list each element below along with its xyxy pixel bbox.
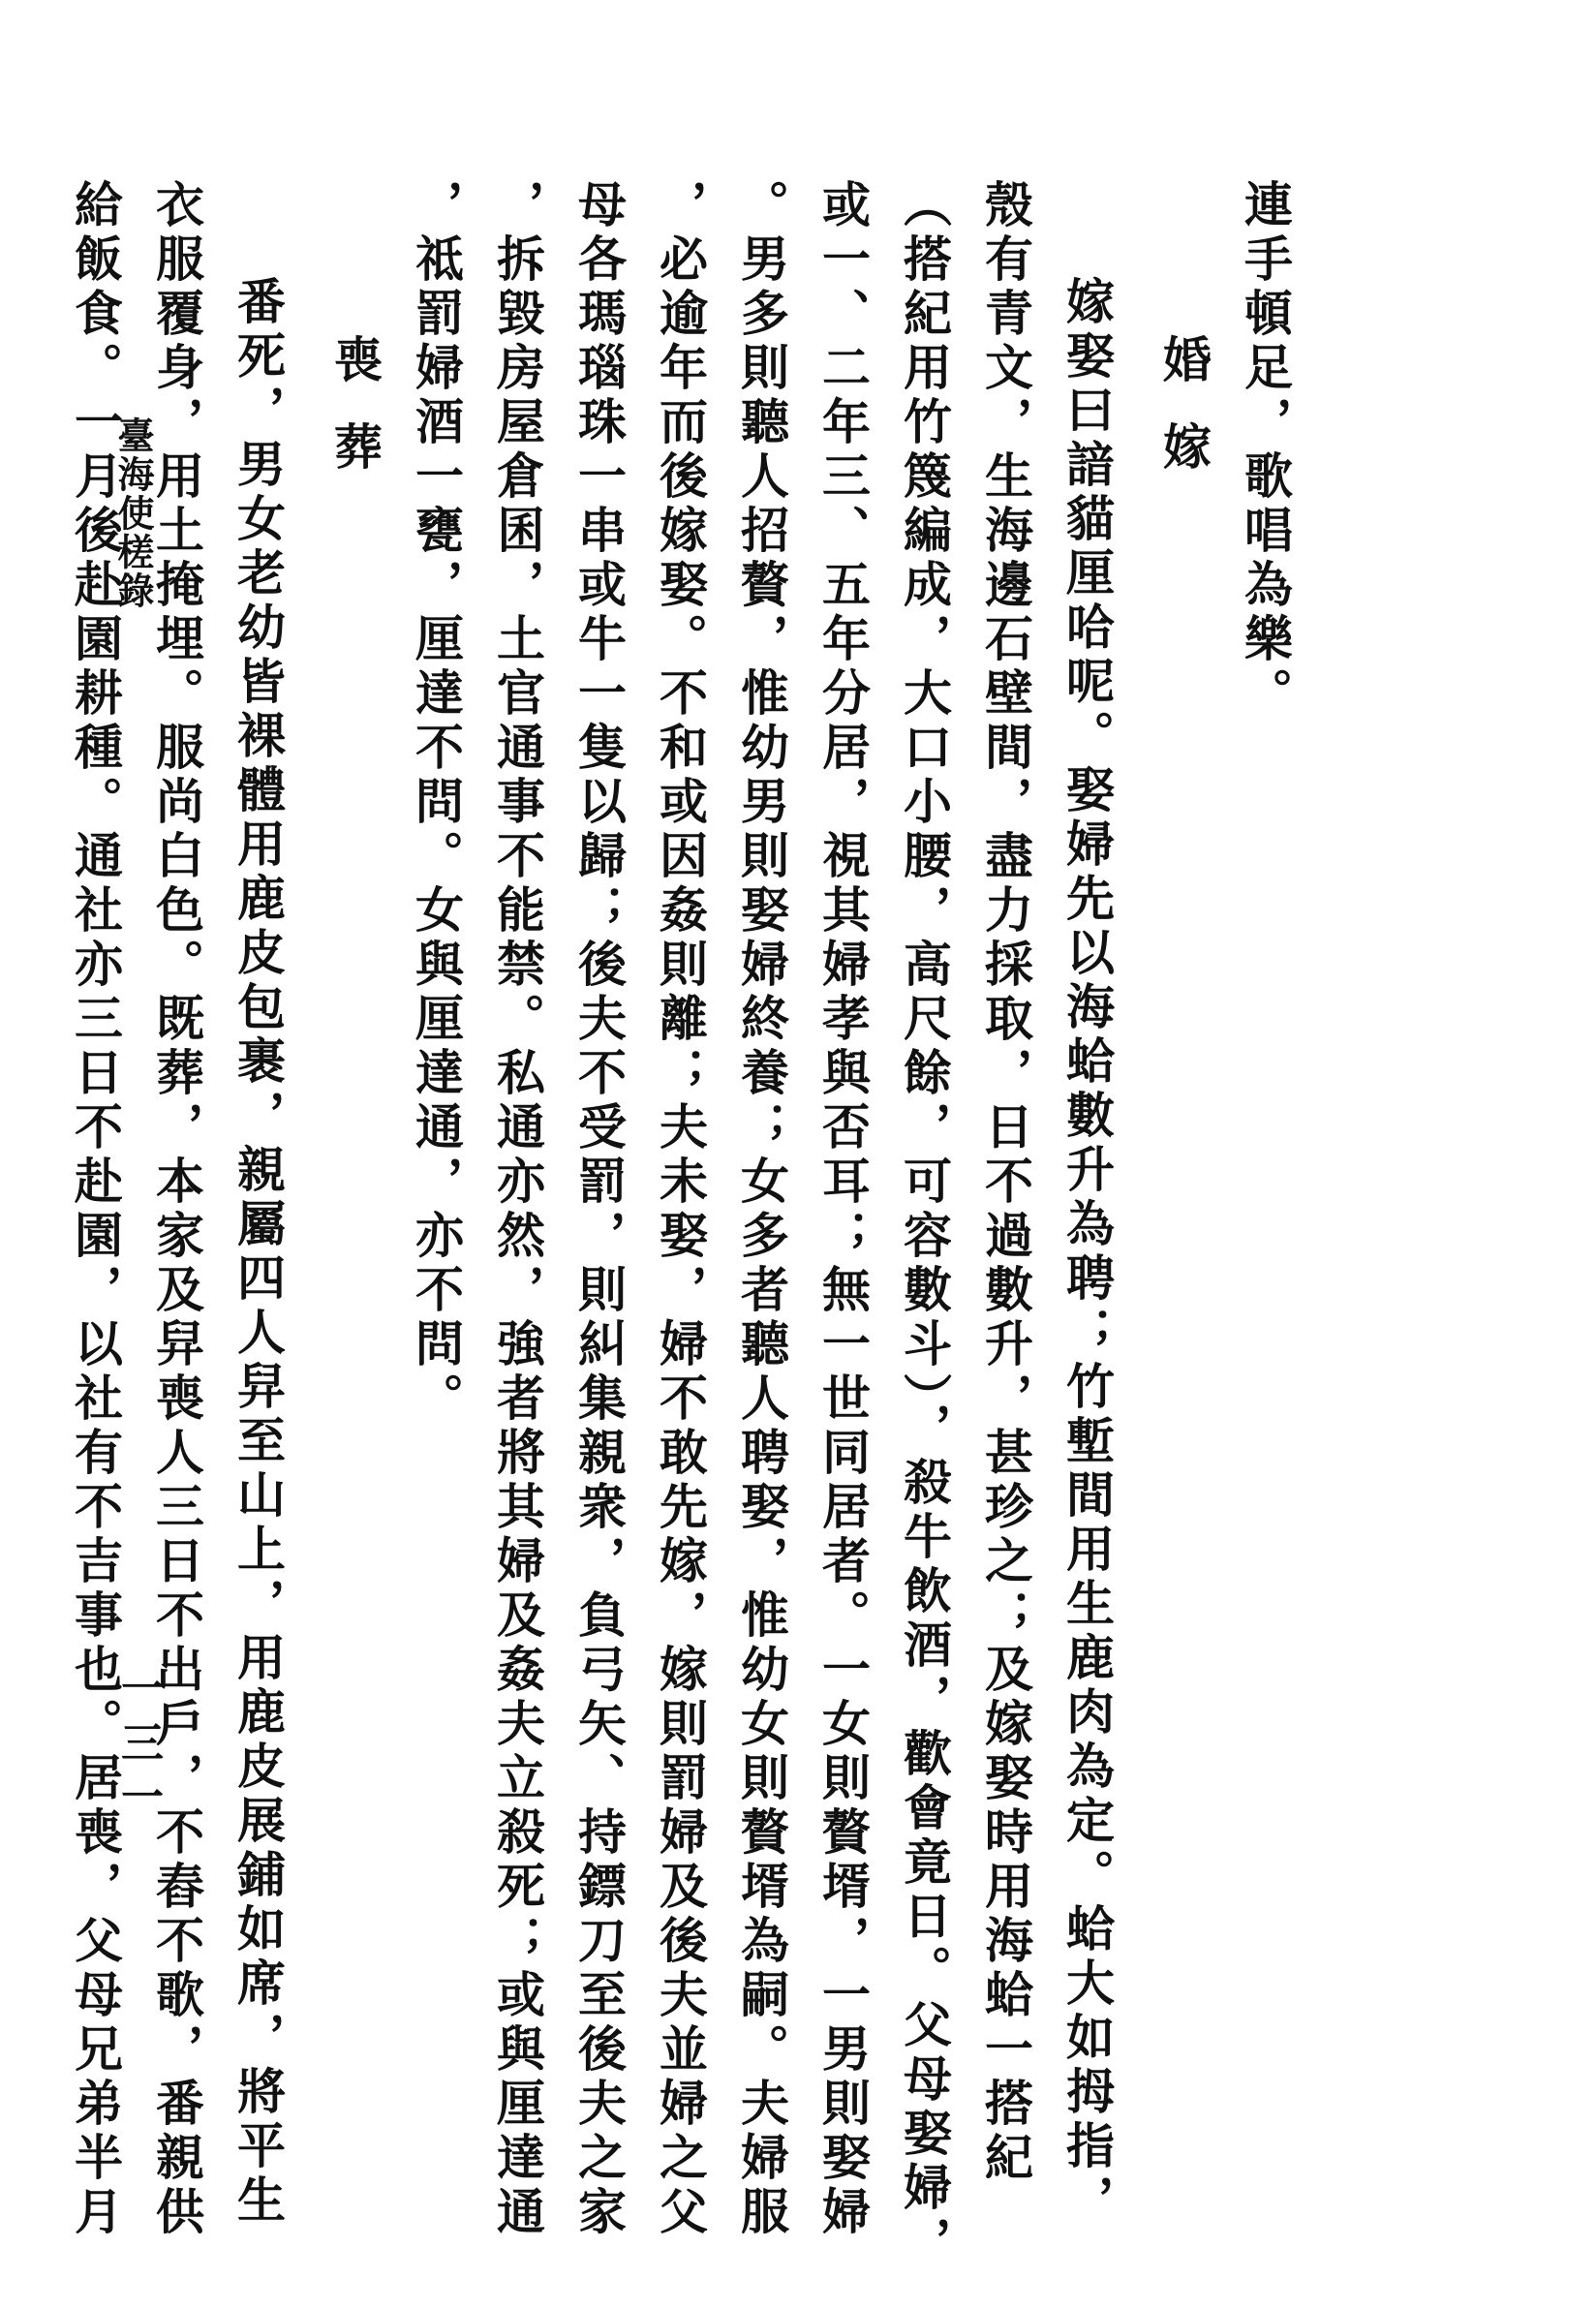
- text-column: ，必逾年而後嫁娶。不和或因姦則離；夫未娶，婦不敢先嫁，嫁則罰婦及後夫並婦之父: [652, 179, 709, 2240]
- text-column: 連手頓足，歌唱為樂。: [1237, 179, 1294, 722]
- text-column: 或一、二年三、五年分居，視其婦孝與否耳；無一世同居者。一女則贅壻，一男則娶婦: [814, 179, 872, 2240]
- text-column: 。男多則聽人招贅，惟幼男則娶婦終養；女多者聽人聘娶，惟幼女則贅壻為嗣。夫婦服: [733, 179, 790, 2240]
- vertical-text-body: [54, 179, 1305, 2270]
- section-heading-marriage: 婚嫁: [1155, 334, 1212, 508]
- text-column: 給飯食。一月後赴園耕種。通社亦三日不赴園，以社有不吉事也。居喪，父母兄弟半月: [67, 179, 124, 2240]
- page-number: 一三一: [113, 1666, 163, 1829]
- text-column: 番死，男女老幼皆裸體用鹿皮包裹，親屬四人舁至山上，用鹿皮展鋪如席，將平生: [230, 276, 287, 2229]
- text-column: ，祗罰婦酒一甕，厘達不問。女與厘達通，亦不問。: [408, 179, 465, 1427]
- text-column: （搭紀用竹篾編成，大口小腰，高尺餘，可容數斗），殺牛飲酒，歡會竟日。父母娶婦，: [896, 179, 953, 2270]
- text-column: 衣服覆身，用土掩埋。服尚白色。既葬，本家及舁喪人三日不出戶，不舂不歌，番親供: [148, 179, 205, 2240]
- text-column: 殼有青文，生海邊石壁間，盡力採取，日不過數升，甚珍之；及嫁娶時用海蛤一搭紀: [977, 179, 1034, 2186]
- text-column: 嫁娶曰諳貓厘哈呢。娶婦先以海蛤數升為聘；竹塹間用生鹿肉為定。蛤大如拇指，: [1059, 276, 1116, 2229]
- text-column: ，拆毀房屋倉囷，土官通事不能禁。私通亦然，強者將其婦及姦夫立殺死；或與厘達通: [489, 179, 546, 2240]
- book-title: 臺海使槎錄: [111, 416, 155, 610]
- section-heading-funeral: 喪葬: [326, 334, 384, 508]
- text-column: 母各瑪瑙珠一串或牛一隻以歸；後夫不受罰，則糾集親衆，負弓矢、持鏢刀至後夫之家: [570, 179, 628, 2240]
